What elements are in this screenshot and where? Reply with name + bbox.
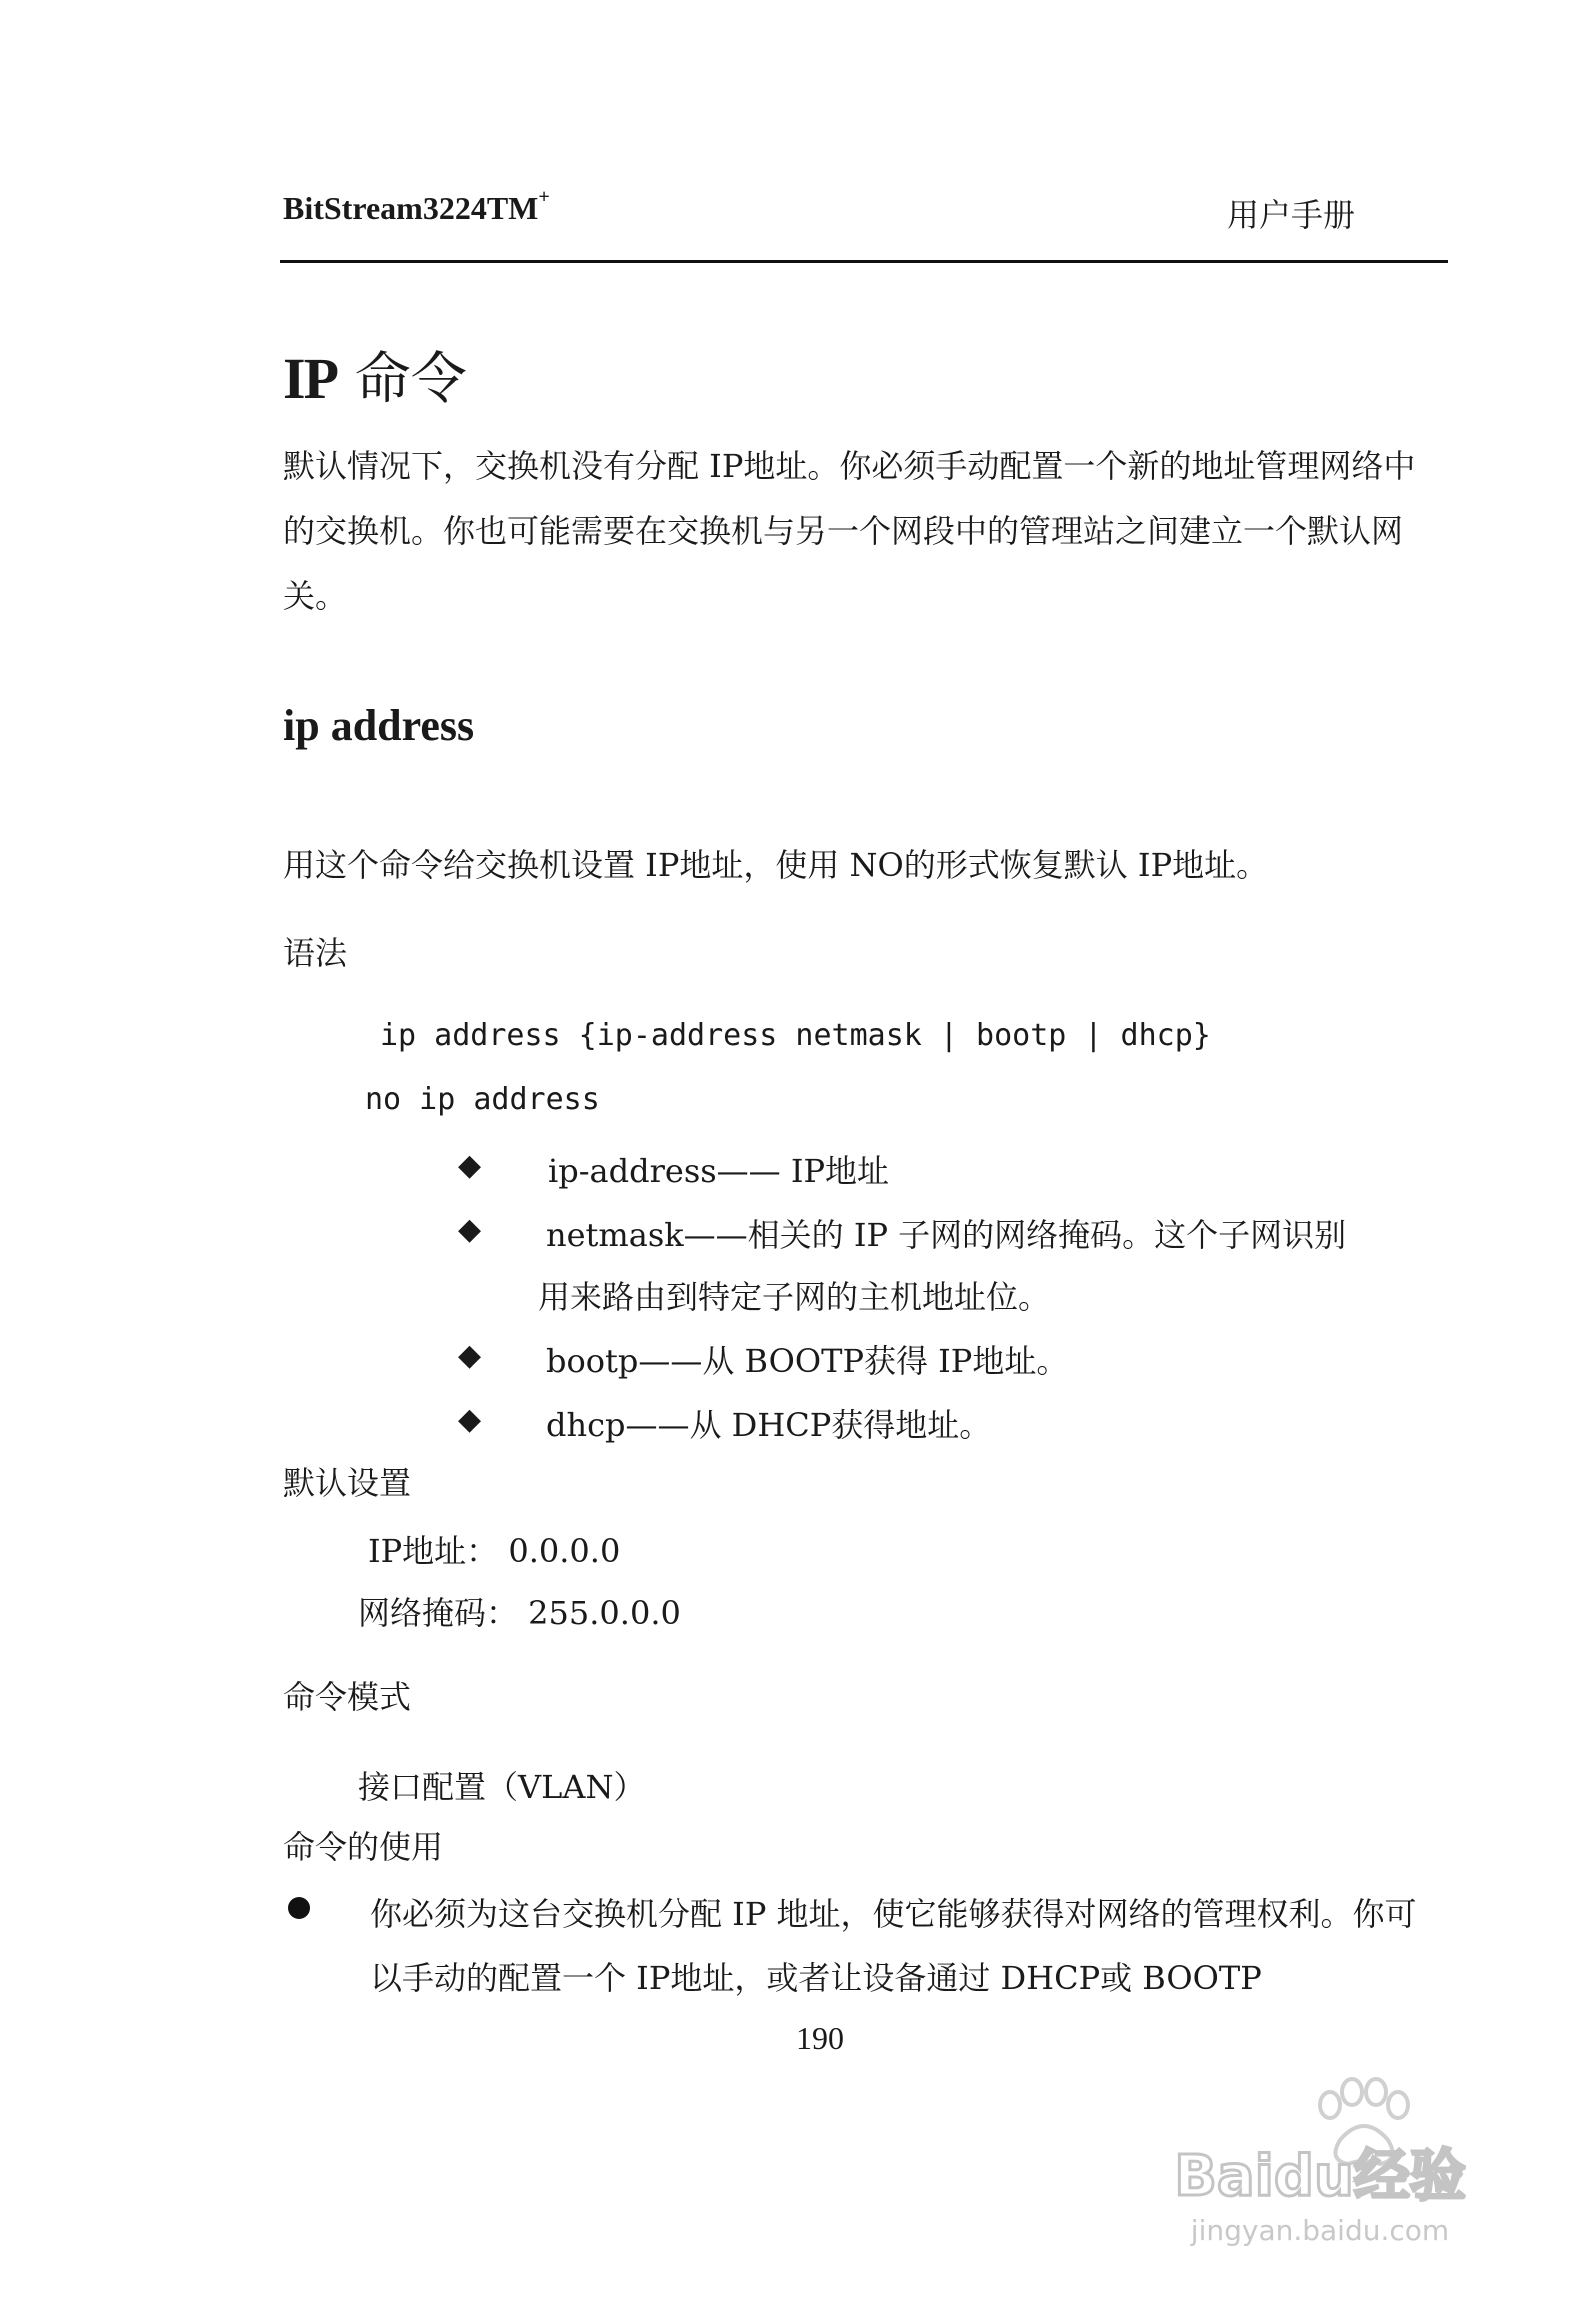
param-bullet: ◆: [458, 1148, 482, 1183]
mode-value: 接口配置（VLAN）: [358, 1768, 646, 1806]
watermark-brand: Baidu经验: [1174, 2144, 1466, 2209]
header-product: BitStream3224TM+: [283, 186, 550, 226]
param-bullet: ◆: [458, 1338, 482, 1373]
default-label: 默认设置: [283, 1464, 412, 1502]
default-netmask: 网络掩码： 255.0.0.0: [358, 1594, 681, 1632]
param-ip-address: ip-address—— IP地址: [548, 1152, 890, 1190]
header-manual-title: 用户手册: [1227, 196, 1356, 234]
param-netmask: netmask——相关的 IP 子网的网络掩码。这个子网识别: [546, 1216, 1347, 1254]
page-number: 190: [796, 2020, 844, 2056]
bullet-dot-icon: [288, 1897, 310, 1919]
syntax-line-1: ip address {ip-address netmask | bootp | dhcp}: [380, 1018, 1211, 1053]
header-product-sup: +: [538, 186, 550, 208]
watermark-url: jingyan.baidu.com: [1190, 2214, 1450, 2247]
param-bullet: ◆: [458, 1402, 482, 1437]
section-heading: ip address: [283, 701, 475, 750]
mode-label: 命令模式: [283, 1678, 412, 1716]
baidu-watermark-logo: [1130, 2060, 1510, 2260]
syntax-label: 语法: [283, 934, 348, 972]
page-title: [283, 335, 467, 415]
default-ip: IP地址： 0.0.0.0: [368, 1532, 621, 1570]
syntax-line-2: no ip address: [365, 1082, 600, 1117]
page-title-rest: 命令: [337, 347, 467, 412]
command-description: 用这个命令给交换机设置 IP地址，使用 NO的形式恢复默认 IP地址。: [283, 846, 1269, 884]
header-rule: [280, 260, 1448, 263]
param-dhcp: dhcp——从 DHCP获得地址。: [546, 1406, 992, 1444]
usage-label: 命令的使用: [283, 1828, 444, 1866]
param-netmask-continued: 用来路由到特定子网的主机地址位。: [538, 1278, 1051, 1316]
param-bootp: bootp——从 BOOTP获得 IP地址。: [546, 1342, 1069, 1380]
param-bullet: ◆: [458, 1212, 482, 1247]
page-title-ip: IP: [283, 346, 337, 411]
intro-paragraph: 默认情况下，交换机没有分配 IP地址。你必须手动配置一个新的地址管理网络中的交换机。你也可能需要在交换机与另一个网段中的管理站之间建立一个默认网关。: [283, 447, 1416, 615]
usage-paragraph: 你必须为这台交换机分配 IP 地址，使它能够获得对网络的管理权利。你可以手动的配置一个 IP地址，或者让设备通过 DHCP或 BOOTP: [370, 1895, 1417, 1997]
